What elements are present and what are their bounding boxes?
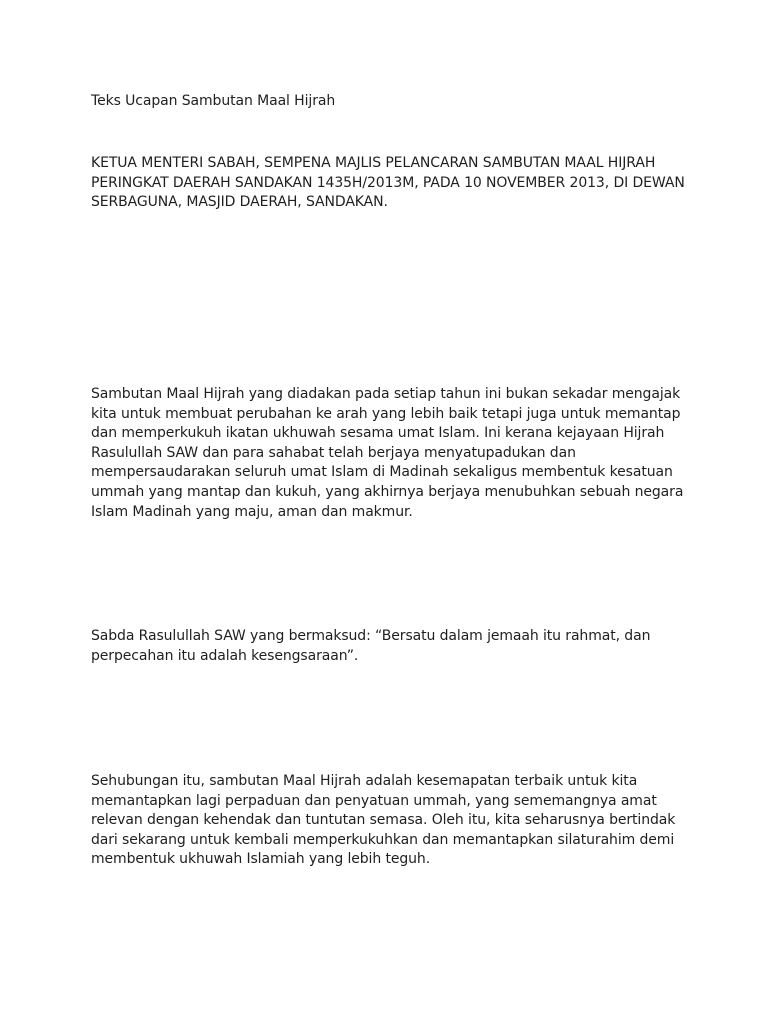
paragraph-1: Sambutan Maal Hijrah yang diadakan pada setiap tahun ini bukan sekadar mengajak kita untuk membuat perubahan ke arah yang lebih baik tetapi juga untuk memantap dan memperkukuh ikatan ukhuwah sesama umat Islam. Ini kerana kejayaan Hijrah Rasulullah SAW dan para sahabat telah berjaya menyatupadukan dan mempersaudarakan seluruh umat Islam di Madinah sekaligus membentuk kesatuan ummah yang mantap dan kukuh, yang akhirnya berjaya menubuhkan sebuah negara Islam Madinah yang maju, aman dan makmur. <box>91 386 684 520</box>
paragraph-2: Sabda Rasulullah SAW yang bermaksud: “Bersatu dalam jemaah itu rahmat, dan perpecahan itu adalah kesengsaraan”. <box>91 628 651 664</box>
speech-heading: KETUA MENTERI SABAH, SEMPENA MAJLIS PELANCARAN SAMBUTAN MAAL HIJRAH PERINGKAT DAERAH SANDAKAN 1435H/2013M, PADA 10 NOVEMBER 2013, DI DEWAN SERBAGUNA, MASJID DAERAH, SANDAKAN. <box>91 155 685 211</box>
paragraph-3: Sehubungan itu, sambutan Maal Hijrah adalah kesemapatan terbaik untuk kita memantapkan lagi perpaduan dan penyatuan ummah, yang sememangnya amat relevan dengan kehendak dan tuntutan semasa. Oleh itu, kita seharusnya bertindak dari sekarang untuk kembali memperkukuhkan dan memantapkan silaturahim demi membentuk ukhuwah Islamiah yang lebih teguh. <box>91 773 676 868</box>
document-title: Teks Ucapan Sambutan Maal Hijrah <box>91 93 336 109</box>
